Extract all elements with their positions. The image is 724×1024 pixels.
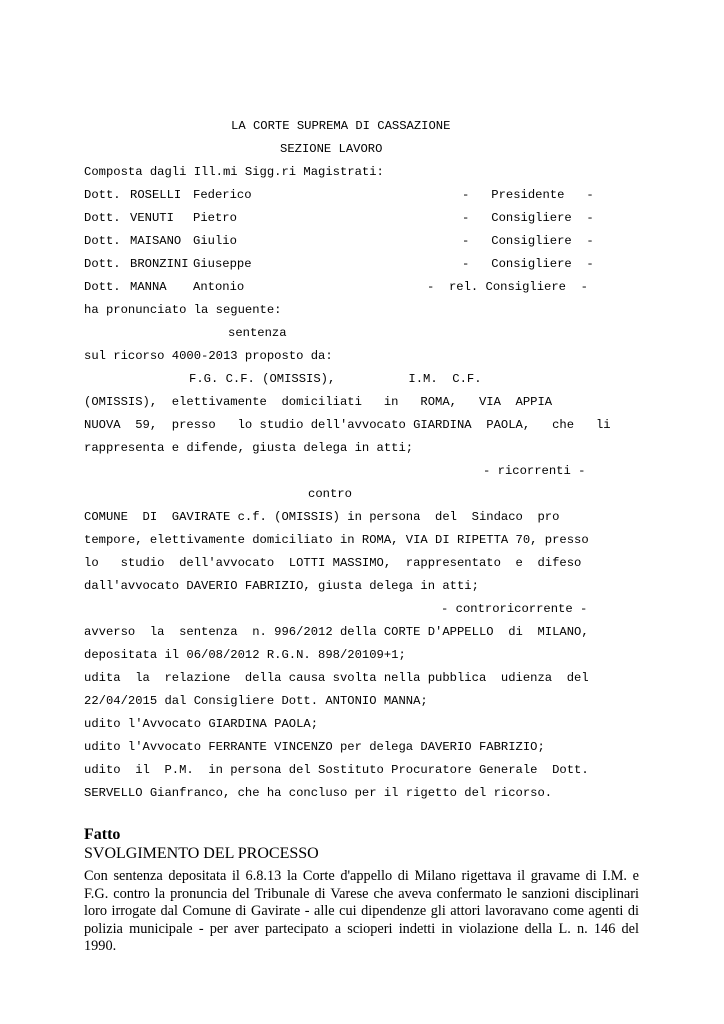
paragraph-line: F.G. contro la pronuncia del Tribunale di Varese che aveva confermato le sanzioni disciplinari	[84, 885, 639, 902]
body-line: rappresenta e difende, giusta delega in atti;	[84, 441, 414, 455]
judge-name: Giulio	[193, 234, 237, 248]
body-line: COMUNE DI GAVIRATE c.f. (OMISSIS) in persona del Sindaco pro	[84, 510, 560, 524]
intro-line: ha pronunciato la seguente:	[84, 303, 282, 317]
sentence-label: sentenza	[228, 326, 287, 340]
judge-title: Dott.	[84, 257, 121, 271]
paragraph-line: loro irrogate dal Comune di Gavirate - alle cui dipendenze gli attori lavoravano come agenti di	[84, 903, 639, 919]
body-line: udito l'Avvocato GIARDINA PAOLA;	[84, 717, 319, 731]
judge-title: Dott.	[84, 188, 121, 202]
judge-title: Dott.	[84, 280, 121, 294]
contro-label: contro	[308, 487, 352, 501]
body-line: NUOVA 59, presso lo studio dell'avvocato GIARDINA PAOLA, che li	[84, 418, 611, 432]
appeal-line: sul ricorso 4000-2013 proposto da:	[84, 349, 333, 363]
body-line: lo studio dell'avvocato LOTTI MASSIMO, rappresentato e difeso	[84, 556, 582, 570]
judge-name: Antonio	[193, 280, 245, 294]
appellants-line: F.G. C.F. (OMISSIS), I.M. C.F.	[189, 372, 482, 386]
judge-role: - rel. Consigliere -	[427, 280, 588, 294]
judge-name: Pietro	[193, 211, 237, 225]
judge-name: Federico	[193, 188, 252, 202]
facts-paragraph	[84, 868, 639, 956]
body-line: udito il P.M. in persona del Sostituto Procuratore Generale Dott.	[84, 763, 589, 777]
judge-role: - Consigliere -	[462, 211, 594, 225]
body-line: avverso la sentenza n. 996/2012 della CORTE D'APPELLO di MILANO,	[84, 625, 589, 639]
judge-role: - Consigliere -	[462, 257, 594, 271]
paragraph-line: Con sentenza depositata il 6.8.13 la Corte d'appello di Milano rigettava il gravame di I.M. e	[84, 868, 639, 884]
body-line: udita la relazione della causa svolta nella pubblica udienza del	[84, 671, 589, 685]
facts-subheading: SVOLGIMENTO DEL PROCESSO	[84, 845, 319, 862]
body-line: SERVELLO Gianfranco, che ha concluso per il rigetto del ricorso.	[84, 786, 553, 800]
judge-name: Giuseppe	[193, 257, 252, 271]
composition-intro: Composta dagli Ill.mi Sigg.ri Magistrati:	[84, 165, 384, 179]
judge-surname: MANNA	[130, 280, 167, 294]
body-line: dall'avvocato DAVERIO FABRIZIO, giusta delega in atti;	[84, 579, 479, 593]
body-line: tempore, elettivamente domiciliato in ROMA, VIA DI RIPETTA 70, presso	[84, 533, 589, 547]
judge-surname: ROSELLI	[130, 188, 182, 202]
judge-surname: MAISANO	[130, 234, 182, 248]
court-title: LA CORTE SUPREMA DI CASSAZIONE	[231, 119, 451, 133]
judge-title: Dott.	[84, 211, 121, 225]
body-line: 22/04/2015 dal Consigliere Dott. ANTONIO MANNA;	[84, 694, 428, 708]
body-line: (OMISSIS), elettivamente domiciliati in ROMA, VIA APPIA	[84, 395, 553, 409]
body-line: depositata il 06/08/2012 R.G.N. 898/20109+1;	[84, 648, 406, 662]
judge-role: - Consigliere -	[462, 234, 594, 248]
appellants-label: - ricorrenti -	[483, 464, 586, 478]
judge-title: Dott.	[84, 234, 121, 248]
respondent-label: - controricorrente -	[441, 602, 588, 616]
judge-surname: BRONZINI	[130, 257, 189, 271]
section-title: SEZIONE LAVORO	[280, 142, 383, 156]
body-line: udito l'Avvocato FERRANTE VINCENZO per delega DAVERIO FABRIZIO;	[84, 740, 545, 754]
judge-surname: VENUTI	[130, 211, 174, 225]
judge-role: - Presidente -	[462, 188, 594, 202]
facts-heading: Fatto	[84, 826, 121, 843]
paragraph-line: 1990.	[84, 938, 117, 954]
paragraph-line: polizia municipale - per aver partecipato a scioperi indetti in violazione della L. n. 146 del	[84, 920, 639, 937]
